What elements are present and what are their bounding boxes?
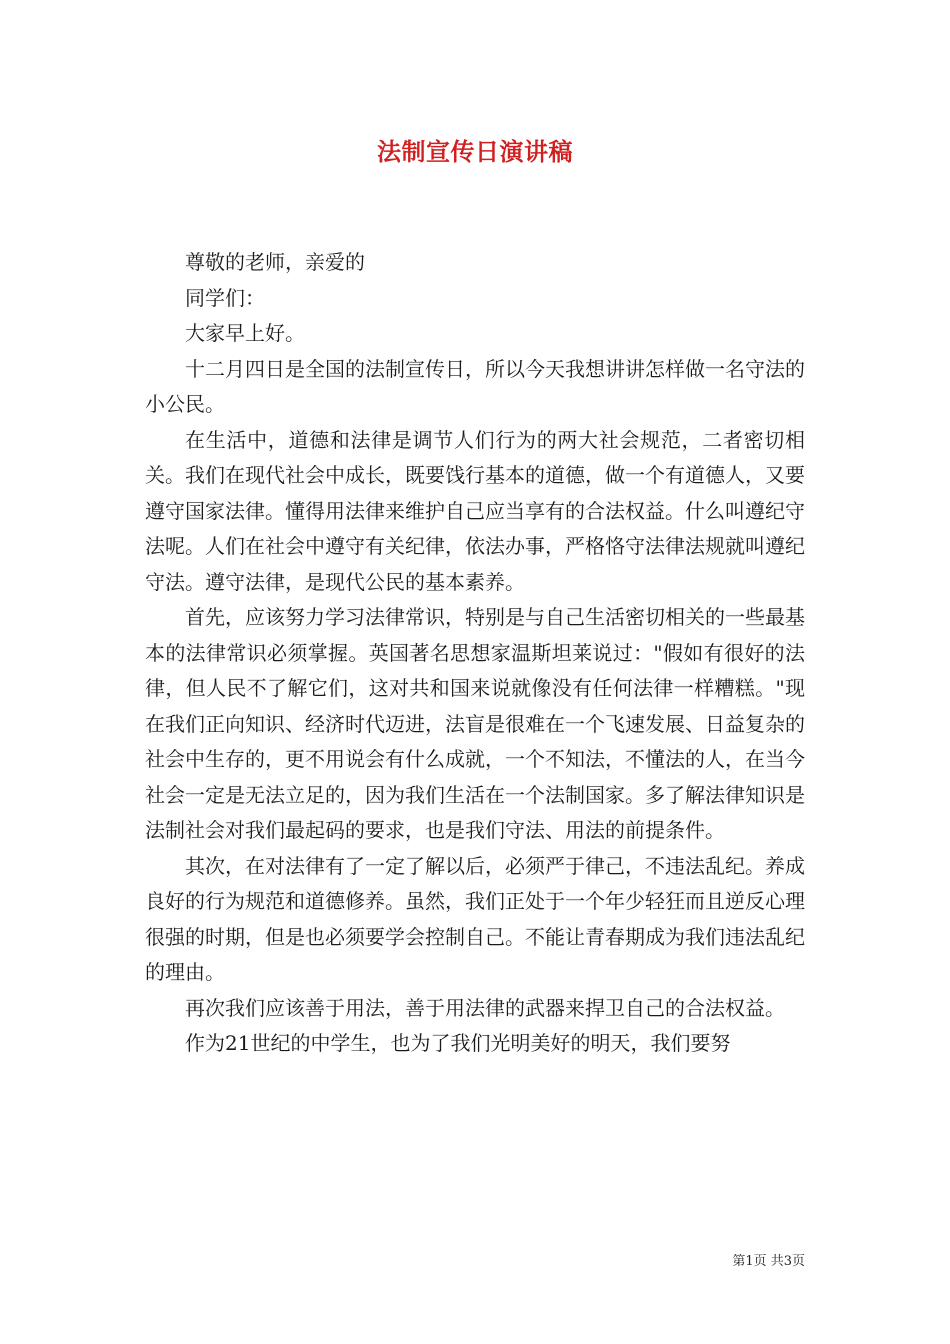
paragraph-first: 首先，应该努力学习法律常识，特别是与自己生活密切相关的一些最基本的法律常识必须掌握。英国著名思想家温斯坦莱说过："假如有很好的法律，但人民不了解它们，这对共和国来说就像没有任何法律一样糟糕。"现在我们正向知识、经济时代迈进，法盲是很难在一个飞速发展、日益复杂的社会中生存的，更不用说会有什么成就，一个不知法，不懂法的人，在当今社会一定是无法立足的，因为我们生活在一个法制国家。多了解法律知识是法制社会对我们最起码的要求，也是我们守法、用法的前提条件。	[145, 605, 805, 842]
document-title: 法制宣传日演讲稿	[377, 138, 573, 166]
paragraph-greeting: 尊敬的老师，亲爱的	[185, 250, 365, 274]
paragraph-closing: 作为21世纪的中学生，也为了我们光明美好的明天，我们要努	[185, 1031, 731, 1055]
document-body	[145, 245, 805, 1062]
page-number: 第1页 共3页	[732, 1254, 805, 1269]
paragraph-morality-law: 在生活中，道德和法律是调节人们行为的两大社会规范，二者密切相关。我们在现代社会中成长，既要饯行基本的道德，做一个有道德人，又要遵守国家法律。懂得用法律来维护自己应当享有的合法权益。什么叫遵纪守法呢。人们在社会中遵守有关纪律，依法办事，严格恪守法律法规就叫遵纪守法。遵守法律，是现代公民的基本素养。	[145, 427, 805, 594]
paragraph-morning: 大家早上好。	[185, 321, 305, 345]
paragraph-intro: 十二月四日是全国的法制宣传日，所以今天我想讲讲怎样做一名守法的小公民。	[145, 356, 805, 416]
paragraph-greeting-2: 同学们：	[185, 285, 265, 310]
paragraph-second: 其次，在对法律有了一定了解以后，必须严于律己，不违法乱纪。养成良好的行为规范和道德修养。虽然，我们正处于一个年少轻狂而且逆反心理很强的时期，但是也必须要学会控制自己。不能让青春期成为我们违法乱纪的理由。	[145, 853, 805, 984]
paragraph-third: 再次我们应该善于用法，善于用法律的武器来捍卫自己的合法权益。	[185, 995, 785, 1020]
